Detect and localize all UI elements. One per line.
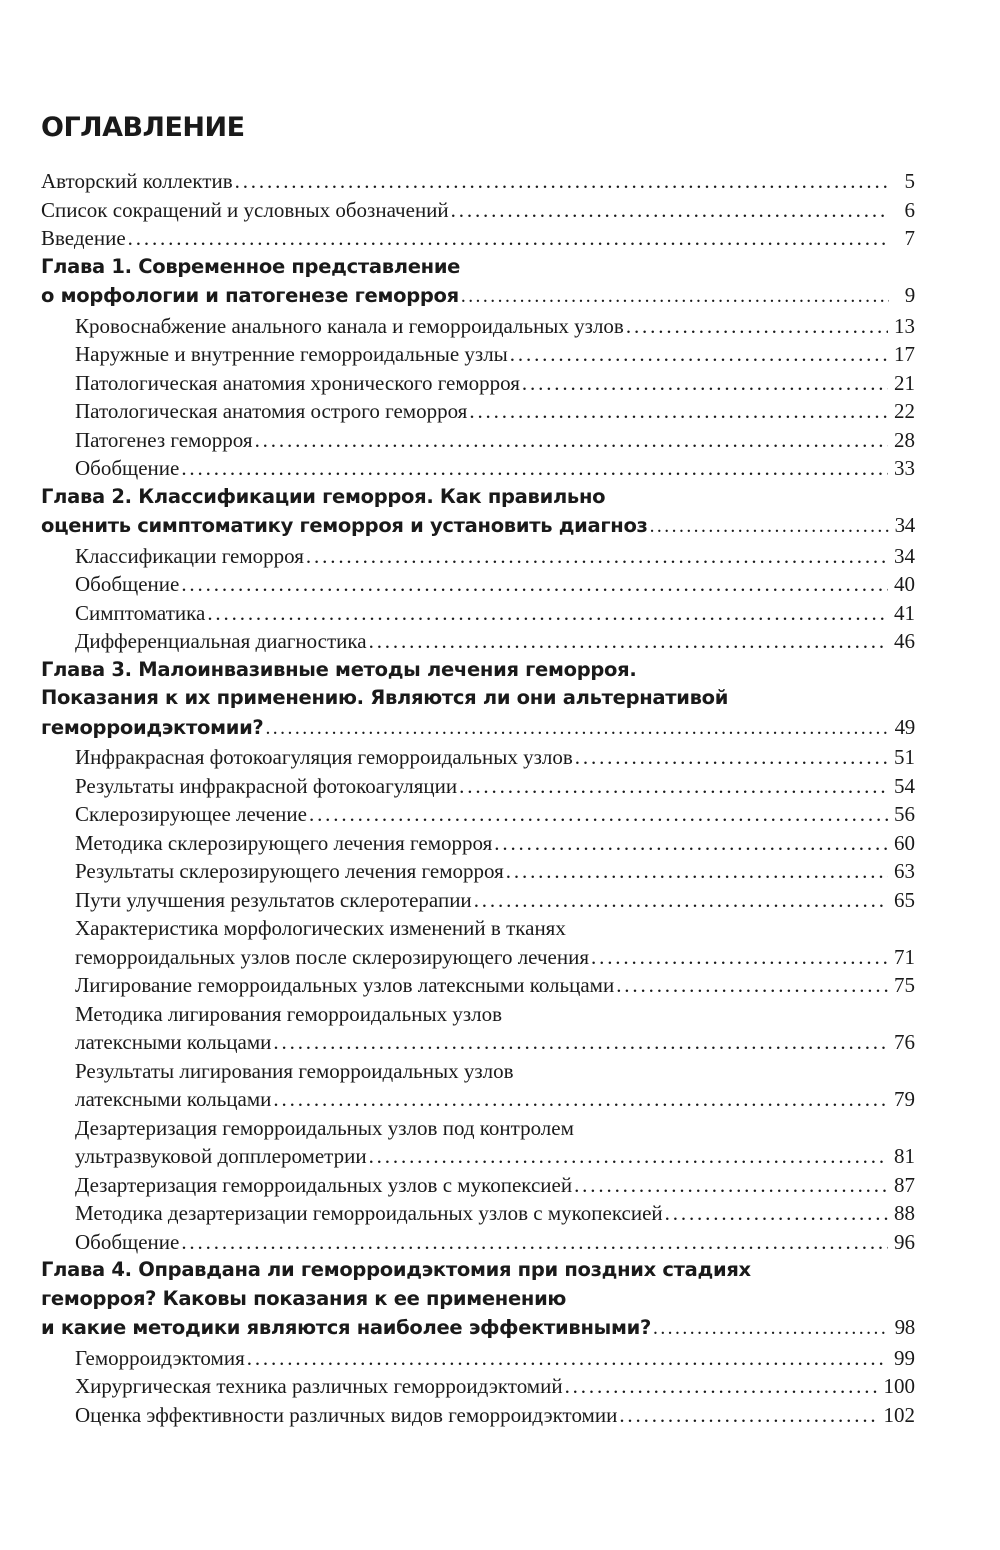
toc-entry-title-line: Результаты инфракрасной фотокоагуляции — [75, 773, 458, 798]
toc-entry-title-line: Классификации геморроя — [75, 543, 304, 568]
toc-page-number: 96 — [894, 1229, 915, 1254]
toc-entry-row — [41, 281, 915, 312]
toc-section-entry[interactable] — [41, 1401, 915, 1430]
toc-entry-title-line: Характеристика морфологических изменений в тканях — [75, 916, 566, 940]
toc-section-entry[interactable] — [41, 542, 915, 571]
dot-leader — [616, 971, 888, 1000]
toc-entry-row — [75, 312, 915, 341]
toc-entry-title-line: Обобщение — [75, 572, 180, 596]
dot-leader — [247, 1344, 888, 1373]
toc-entry-row — [75, 1228, 915, 1257]
toc-page-number: 88 — [894, 1201, 915, 1225]
toc-entry-title-line: геморроя? Каковы показания к ее применению — [41, 1286, 567, 1310]
toc-section-entry[interactable] — [41, 886, 915, 915]
toc-section-entry[interactable] — [41, 627, 915, 656]
toc-entry-title-line: Симптоматика — [75, 600, 206, 625]
dot-leader — [522, 369, 888, 398]
dot-leader — [469, 397, 888, 426]
dot-leader — [451, 196, 889, 225]
toc-entry-row — [75, 1171, 915, 1200]
dot-leader — [626, 312, 888, 341]
toc-page-number: 7 — [904, 226, 915, 250]
toc-page-number: 28 — [894, 427, 915, 452]
toc-entry-title-line: Лигирование геморроидальных узлов латексными кольцами — [75, 973, 615, 997]
toc-entry-title-line: Глава 1. Современное представление — [41, 254, 461, 278]
toc-page-number: 79 — [894, 1087, 915, 1111]
toc-entry-title-line: Хирургическая техника различных геморроидэктомий — [75, 1374, 563, 1398]
dot-leader — [255, 426, 888, 455]
toc-entry-title-line: Геморроидэктомия — [75, 1345, 245, 1370]
toc-entry-row — [41, 511, 915, 542]
toc-section-entry[interactable] — [41, 340, 915, 369]
toc-section-entry[interactable] — [41, 1057, 915, 1114]
dot-leader — [574, 1171, 888, 1200]
toc-page-number: 17 — [894, 342, 915, 366]
toc-entry-title-line: Дезартеризация геморроидальных узлов с мукопексией — [75, 1172, 573, 1197]
toc-entry-row — [75, 1199, 915, 1228]
toc-entry-title-line: Результаты склерозирующего лечения геморроя — [75, 859, 504, 883]
toc-section-entry[interactable] — [41, 1000, 915, 1057]
dot-leader — [181, 454, 888, 483]
toc-entry-row — [75, 857, 915, 886]
toc-page-number: 56 — [894, 802, 915, 826]
dot-leader — [510, 340, 888, 369]
toc-page-number: 76 — [894, 1030, 915, 1054]
toc-entry-row — [75, 1344, 915, 1373]
toc-page-number: 63 — [894, 859, 915, 883]
toc-entry-row — [75, 1028, 915, 1057]
toc-entry-title-line: Список сокращений и условных обозначений — [41, 197, 449, 222]
toc-section-entry[interactable] — [41, 426, 915, 455]
toc-entry-title-line: Обобщение — [75, 456, 180, 480]
toc-entry-title-line: Глава 3. Малоинвазивные методы лечения геморроя. — [41, 657, 637, 681]
toc-section-entry[interactable] — [41, 454, 915, 483]
toc-entry-title-line: Введение — [41, 226, 126, 250]
dot-leader — [207, 599, 888, 628]
toc-entry-title-line: Патологическая анатомия хронического геморроя — [75, 370, 520, 395]
toc-entry-row — [75, 426, 915, 455]
toc-entry-title-line: Патогенез геморроя — [75, 427, 253, 452]
dot-leader — [369, 1142, 888, 1171]
toc-entry-title-line: Методика дезартеризации геморроидальных узлов с мукопексией — [75, 1201, 663, 1225]
toc-section-entry[interactable] — [41, 312, 915, 341]
dot-leader — [265, 715, 888, 744]
toc-entry-row — [41, 1313, 915, 1344]
dot-leader — [494, 829, 888, 858]
toc-entry-title-line: Склерозирующее лечение — [75, 802, 307, 826]
dot-leader — [665, 1199, 888, 1228]
toc-page-number: 46 — [894, 629, 915, 653]
toc-entry[interactable] — [41, 167, 915, 196]
toc-entry-title-line: оценить симптоматику геморроя и установить диагноз — [41, 514, 648, 537]
toc-page-number: 81 — [894, 1144, 915, 1168]
dot-leader — [591, 943, 888, 972]
toc-entry-row — [75, 542, 915, 571]
toc-section-entry[interactable] — [41, 829, 915, 858]
dot-leader — [306, 542, 888, 571]
dot-leader — [181, 1228, 888, 1257]
toc-page-number: 5 — [904, 169, 915, 193]
dot-leader — [506, 857, 888, 886]
toc-entry-title-line: Показания к их применению. Являются ли они альтернативой — [41, 686, 729, 709]
toc-section-entry[interactable] — [41, 369, 915, 398]
dot-leader — [128, 224, 889, 253]
toc-entry-row — [75, 886, 915, 915]
toc-entry-row — [75, 829, 915, 858]
dot-leader — [369, 627, 888, 656]
dot-leader — [565, 1372, 878, 1401]
toc-entry-title-line: Инфракрасная фотокоагуляция геморроидальных узлов — [75, 745, 573, 769]
toc-entry-row — [75, 743, 915, 772]
toc-page-number: 71 — [894, 944, 915, 969]
toc-section-entry[interactable] — [41, 397, 915, 426]
toc-entry-row — [75, 397, 915, 426]
toc-chapter-entry[interactable] — [41, 1256, 915, 1344]
toc-entry[interactable] — [41, 224, 915, 253]
toc-page-number: 34 — [894, 513, 915, 537]
toc-page-number: 40 — [894, 572, 915, 596]
dot-leader — [309, 800, 888, 829]
toc-section-entry[interactable] — [41, 1228, 915, 1257]
toc-page-number: 60 — [894, 830, 915, 855]
toc-entry-row — [75, 599, 915, 628]
toc-page-number: 41 — [894, 600, 915, 625]
dot-leader — [575, 743, 888, 772]
toc-entry-row — [75, 971, 915, 1000]
toc-entry-title-line: латексными кольцами — [75, 1030, 272, 1054]
toc-entry-row — [41, 713, 915, 744]
toc-section-entry[interactable] — [41, 1344, 915, 1373]
toc-page-number: 98 — [894, 1315, 915, 1339]
toc-entry-title-line: Дезартеризация геморроидальных узлов под контролем — [75, 1115, 574, 1140]
toc-page-number: 33 — [894, 456, 915, 480]
dot-leader — [653, 1315, 889, 1344]
toc-entry-title-line: Авторский коллектив — [41, 169, 233, 193]
toc-entry-title-line: геморроидэктомии? — [41, 715, 264, 739]
toc-section-entry[interactable] — [41, 971, 915, 1000]
toc-entry-title-line: латексными кольцами — [75, 1087, 272, 1111]
toc-entry-title-line: и какие методики являются наиболее эффективными? — [41, 1316, 651, 1339]
toc-entry-row — [75, 1372, 915, 1401]
toc-page-number: 34 — [894, 543, 915, 568]
toc-page-number: 65 — [894, 887, 915, 912]
toc-entry-title-line: Результаты лигирования геморроидальных узлов — [75, 1058, 514, 1083]
toc-entry-title-line: Патологическая анатомия острого геморроя — [75, 399, 468, 423]
toc-entry-row — [75, 627, 915, 656]
dot-leader — [619, 1401, 877, 1430]
table-of-contents — [41, 167, 915, 1429]
toc-section-entry[interactable] — [41, 1171, 915, 1200]
toc-entry-row — [75, 800, 915, 829]
toc-page-number: 75 — [894, 973, 915, 997]
page-title: ОГЛАВЛЕНИЕ — [41, 112, 245, 143]
toc-entry-title-line: Кровоснабжение анального канала и геморроидальных узлов — [75, 313, 624, 338]
toc-entry-title-line: о морфологии и патогенезе геморроя — [41, 284, 459, 307]
toc-page-number: 6 — [904, 197, 915, 222]
toc-section-entry[interactable] — [41, 772, 915, 801]
toc-section-entry[interactable] — [41, 1114, 915, 1171]
toc-chapter-entry[interactable] — [41, 483, 915, 542]
toc-section-entry[interactable] — [41, 857, 915, 886]
toc-entry-row — [75, 369, 915, 398]
toc-entry-row — [75, 570, 915, 599]
toc-page-number: 49 — [894, 714, 915, 739]
dot-leader — [650, 513, 889, 542]
toc-entry-row — [75, 1085, 915, 1114]
toc-entry-title-line: ультразвуковой допплерометрии — [75, 1144, 367, 1168]
toc-section-entry[interactable] — [41, 570, 915, 599]
toc-page-number: 13 — [894, 313, 915, 338]
toc-entry-row — [75, 943, 915, 972]
toc-entry-row — [75, 772, 915, 801]
toc-chapter-entry[interactable] — [41, 253, 915, 312]
toc-page-number: 99 — [894, 1345, 915, 1370]
dot-leader — [474, 886, 888, 915]
toc-page-number: 9 — [904, 283, 915, 307]
toc-entry-title-line: Обобщение — [75, 1229, 180, 1254]
toc-entry-row — [75, 1142, 915, 1171]
toc-page-number: 87 — [894, 1172, 915, 1197]
toc-entry-title-line: Наружные и внутренние геморроидальные узлы — [75, 342, 508, 366]
toc-section-entry[interactable] — [41, 1372, 915, 1401]
toc-entry-title-line: Дифференциальная диагностика — [75, 629, 367, 653]
toc-page-number: 102 — [883, 1402, 915, 1427]
toc-entry-row — [41, 167, 915, 196]
toc-entry-title-line: Глава 4. Оправдана ли геморроидэктомия при поздних стадиях — [41, 1258, 751, 1281]
toc-entry-row — [75, 340, 915, 369]
toc-entry-title-line: Пути улучшения результатов склеротерапии — [75, 887, 472, 912]
toc-page-number: 100 — [883, 1374, 915, 1398]
toc-entry-title-line: Методика лигирования геморроидальных узлов — [75, 1001, 503, 1026]
toc-section-entry[interactable] — [41, 743, 915, 772]
toc-page-number: 22 — [894, 399, 915, 423]
dot-leader — [459, 772, 888, 801]
dot-leader — [461, 283, 889, 312]
toc-section-entry[interactable] — [41, 1199, 915, 1228]
dot-leader — [235, 167, 889, 196]
toc-page-number: 21 — [894, 370, 915, 395]
toc-section-entry[interactable] — [41, 800, 915, 829]
dot-leader — [181, 570, 888, 599]
toc-section-entry[interactable] — [41, 914, 915, 971]
toc-entry-title-line: геморроидальных узлов после склерозирующего лечения — [75, 944, 589, 969]
toc-entry-title-line: Оценка эффективности различных видов геморроидэктомии — [75, 1402, 618, 1427]
dot-leader — [273, 1085, 888, 1114]
toc-entry-row — [75, 1401, 915, 1430]
toc-entry[interactable] — [41, 196, 915, 225]
toc-entry-title-line: Глава 2. Классификации геморроя. Как правильно — [41, 484, 606, 508]
toc-page-number: 54 — [894, 773, 915, 798]
toc-section-entry[interactable] — [41, 599, 915, 628]
dot-leader — [273, 1028, 888, 1057]
toc-entry-row — [41, 196, 915, 225]
toc-entry-row — [41, 224, 915, 253]
toc-chapter-entry[interactable] — [41, 656, 915, 744]
toc-entry-row — [75, 454, 915, 483]
toc-entry-title-line: Методика склерозирующего лечения геморроя — [75, 830, 493, 855]
toc-page-number: 51 — [894, 745, 915, 769]
